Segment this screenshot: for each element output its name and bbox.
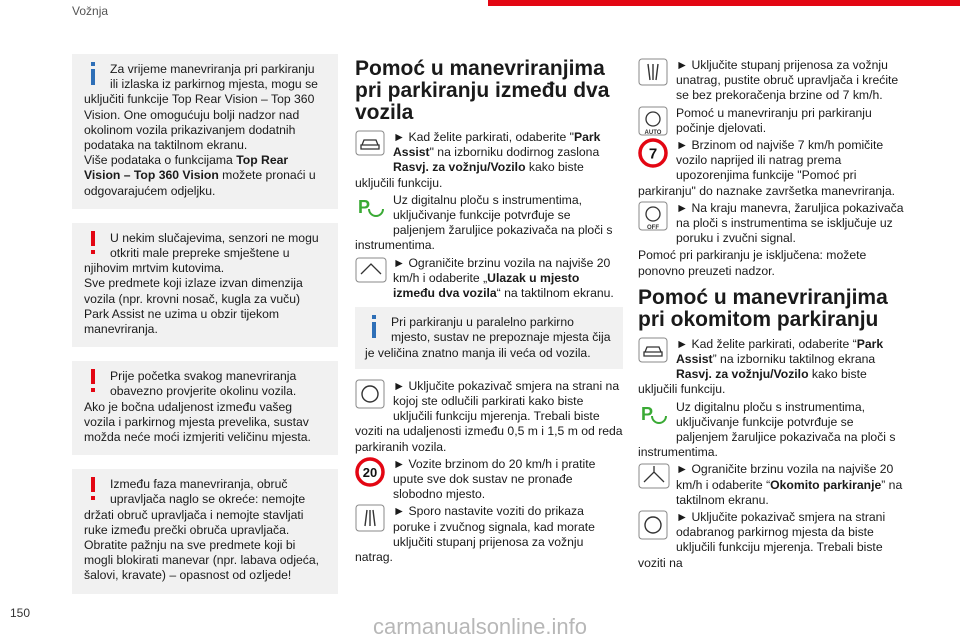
warning-box [72,361,338,455]
step-speed [355,457,623,503]
step-text: Pomoć pri parkiranju je isključena: možete ponovno preuzeti nadzor. [638,248,867,278]
step-select [638,462,906,508]
steering-wheel-icon [355,379,387,411]
notes-column [72,54,338,608]
note-text-2: Sve predmete koji izlaze izvan dimenzija vozila (npr. krovni nosač, kugla za vuču) Park Assist ne uzima u obzir tijekom manevriranja. [84,276,303,337]
warning-box [72,223,338,347]
section-heading: Pomoć u manevriranjima pri parkiranju između dva vozila [355,57,610,124]
watermark: carmanualsonline.info [372,614,588,639]
step-speed [638,138,906,199]
parallel-parking-column [355,58,623,567]
car-menu-icon [638,337,670,369]
step-text: ► Vozite brzinom do 20 km/h i pratite upute sve dok sustav ne pronađe slobodno mjesto. [393,456,596,502]
arrows-icon [638,58,670,90]
warning-box [72,469,338,593]
speed-limit-20-icon [355,457,387,489]
accent-bar [488,0,960,6]
step-text: ► Na kraju manevra, žaruljica pokazivača na ploči s instrumentima se isključuje uz poruku i zvučni signal. [676,200,904,246]
note-text-2: Ako je bočna udaljenost između vašeg vozila i parkirnog mjesta prevelika, sustav možda neće moći izmjeriti veličinu mjesta. [84,399,311,445]
step-text: ► Sporo nastavite voziti do prikaza poruke i zvučnog signala, kad morate uključiti stupanj prijenosa za vožnju natrag. [355,504,595,565]
info-icon [84,62,106,92]
step-text: ► Uključite pokazivač smjera na strani odabranog parkirnog mjesta da biste uključili funkciju mjerenja. Trebali biste voziti na [638,510,886,570]
steering-off-icon [638,201,670,233]
note-text: U nekim slučajevima, senzori ne mogu otkriti male prepreke smještene u njihovim mrtvim kutovima. [84,230,319,276]
svg-text:20: 20 [362,464,378,480]
step-menu [638,337,906,398]
info-box [72,54,338,209]
svg-text:P: P [358,196,371,217]
note-text: Između faza manevriranja, obruč upravljača naglo se okreće: nemojte držati obruč upravljača i nemojte stavljati ruke između prečki obruča upravljača. [84,477,306,537]
svg-text:7: 7 [648,145,658,163]
svg-text:AUTO: AUTO [644,129,662,136]
warning-icon [84,231,106,261]
step-indicator [355,379,623,455]
info-icon [365,315,387,345]
page-number: 150 [10,606,31,620]
parking-lamp-icon [638,400,670,432]
step-indicator [638,400,906,461]
note-text: Prije početka svakog manevriranja obavezno provjerite okolinu vozila. [110,369,297,399]
step-end [638,201,906,247]
step-text: ► Ograničite brzinu vozila na najviše 20 km/h i odaberite “Okomito parkiranje” na taktilnom ekranu. [676,462,903,507]
svg-text:P: P [641,403,654,424]
note-text: Za vrijeme manevriranja pri parkiranju ili izlaska iz parkirnog mjesta, mogu se uključiti funkcije Top Rear Vision – Top 360 Vision. One omogućuju bolji nadzor nad okolinom vozila prikazivanjem dodatnih podataka na taktilnom ekranu. [84,62,318,153]
step-reverse [355,504,623,565]
section-heading: Pomoć u manevriranjima pri okomitom parkiranju [638,285,888,331]
steering-wheel-icon [638,510,670,542]
step-text: Uz digitalnu ploču s instrumentima, uključivanje funkcije potvrđuje se paljenjem žaruljice pokazivača na ploči s instrumentima. [355,192,613,253]
step-text: Pomoć u manevriranju pri parkiranju počinje djelovati. [676,105,872,135]
perpendicular-parking-column [638,58,906,573]
step-indicator [355,193,623,254]
car-menu-icon [355,130,387,162]
note-text-2: Više podataka o funkcijama Top Rear Vision – Top 360 Vision možete pronaći u odgovarajućem odjeljku. [84,153,316,198]
step-text: ► Uključite pokazivač smjera na strani na kojoj ste odlučili parkirati kako biste uključili funkciju mjerenja. Trebali biste voziti na udaljenosti između 0,5 m i 1,5 m od reda parkiranih vozila. [355,378,623,454]
auto-steering-icon [638,106,670,138]
step-text: ► Brzinom od najviše 7 km/h pomičite vozilo naprijed ili natrag prema upozorenjima funkcije "Pomoć pri parkiranju" do naznake završetka manevriranja. [638,138,896,198]
step-menu [355,130,623,191]
svg-text:OFF: OFF [647,224,659,231]
step-text: ► Kad želite parkirati, odaberite "Park Assist" na izborniku dodirnog zaslona Rasvj. za vožnju/Vozilo kako biste uključili funkciju. [355,130,601,190]
parallel-park-icon [355,256,387,288]
perpendicular-park-icon [638,462,670,494]
warning-icon [84,369,106,399]
section-title: Vožnja [72,4,109,18]
arrows-icon [355,504,387,536]
info-box [355,307,623,369]
step-auto [638,106,906,136]
step-indicator [638,510,906,571]
step-select [355,256,623,302]
note-text-2: Obratite pažnju na sve predmete koji bi mogli blokirati manevar (npr. labava odjeća, šalovi, kravate) – opasnost od ozljede! [84,538,320,583]
step-text: ► Ograničite brzinu vozila na najviše 20 km/h i odaberite „Ulazak u mjesto između dva vozila“ na taktilnom ekranu. [393,255,614,301]
speed-limit-7-icon [638,138,670,170]
info-text: Pri parkiranju u paralelno parkirno mjesto, sustav ne prepoznaje mjesta čija je veličina znatno manja ili veća od vozila. [365,315,611,360]
step-text: ► Uključite stupanj prijenosa za vožnju unatrag, pustite obruč upravljača i krećite se bez prekoračenja brzine od 7 km/h. [676,58,899,103]
step-text: Uz digitalnu ploču s instrumentima, uključivanje funkcije potvrđuje se paljenjem žaruljice pokazivača na ploči s instrumentima. [638,399,896,460]
warning-icon [84,477,106,507]
step-reverse [638,58,906,104]
step-text: ► Kad želite parkirati, odaberite “Park Assist” na izborniku taktilnog ekrana Rasvj. za vožnju/Vozilo kako biste uključili funkciju. [638,336,884,397]
parking-lamp-icon [355,193,387,225]
